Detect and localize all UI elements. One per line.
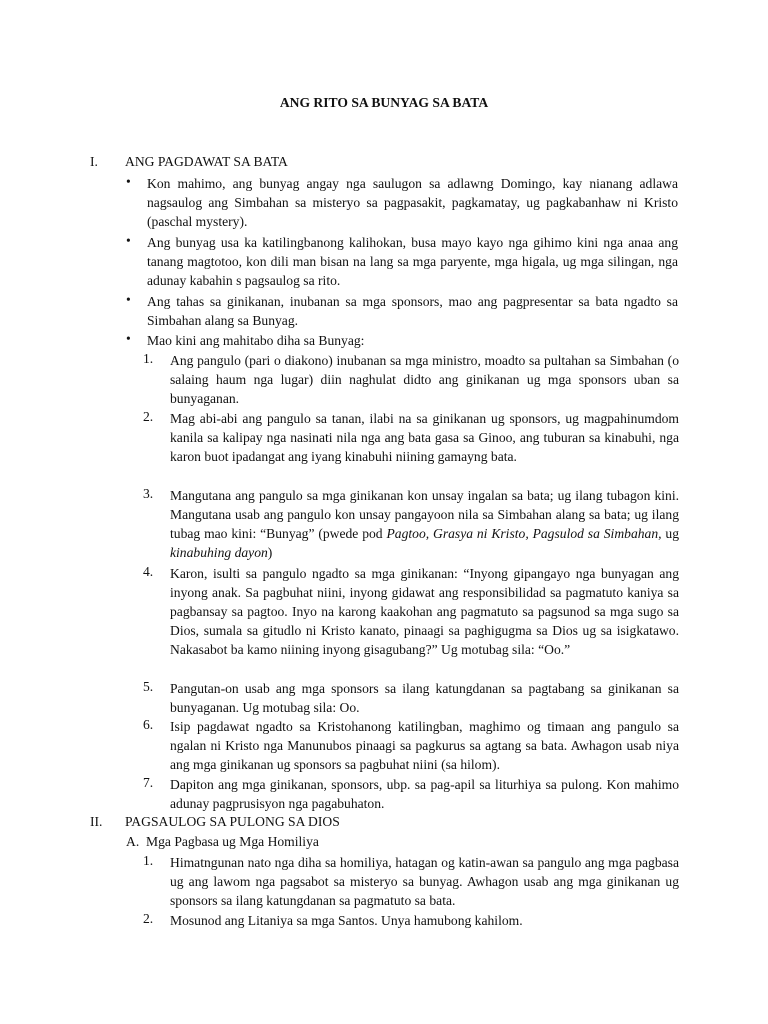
- section-title: PAGSAULOG SA PULONG SA DIOS: [125, 814, 340, 829]
- item-text: Pangutan-on usab ang mga sponsors sa ilang katungdanan sa pagtabang sa ginikanan sa bunyaganan. Ug motubag sila: Oo.: [170, 681, 679, 715]
- item-text: Ang pangulo (pari o diakono) inubanan sa mga ministro, moadto sa pultahan sa Simbahan (o salaing haum nga lugar) diin naghulat didto ang ginikanan ug mga sponsors uban sa bunyaganan.: [170, 353, 679, 406]
- section-numeral: II.: [90, 814, 103, 829]
- item-text-part: Mangutana ang pangulo sa mga ginikanan kon unsay ingalan sa bata; ug ilang tubagon kini. Mangutana usab ang pangulo kon unsay pangayoon nila sa Simbahan alang sa bata; ug ilang tubag mao kini: “Bunyag” (pwede pod: [170, 488, 679, 541]
- bullet-icon: •: [126, 233, 131, 248]
- item-text-italic: kinabuhing dayon: [170, 545, 268, 560]
- bullet-icon: •: [126, 331, 131, 346]
- subsection-letter: A.: [126, 834, 140, 849]
- subsection-title: Mga Pagbasa ug Mga Homiliya: [146, 834, 319, 849]
- item-number: 2.: [143, 409, 154, 424]
- item-number: 4.: [143, 564, 154, 579]
- item-number: 5.: [143, 679, 154, 694]
- section-title: ANG PAGDAWAT SA BATA: [125, 154, 288, 169]
- bullet-text: Mao kini ang mahitabo diha sa Bunyag:: [147, 333, 365, 348]
- bullet-text: Ang tahas sa ginikanan, inubanan sa mga sponsors, mao ang pagpresentar sa bata ngadto sa Simbahan alang sa Bunyag.: [147, 294, 678, 328]
- item-text-part: ug: [661, 526, 679, 541]
- bullet-icon: •: [126, 292, 131, 307]
- item-text: Dapiton ang mga ginikanan, sponsors, ubp. sa pag-apil sa liturhiya sa pulong. Kon mahimo adunay pagprusisyon nga pagabuhaton.: [170, 777, 679, 811]
- item-number: 2.: [143, 911, 154, 926]
- item-text: Mosunod ang Litaniya sa mga Santos. Unya hamubong kahilom.: [170, 913, 523, 928]
- section-numeral: I.: [90, 154, 98, 169]
- item-text: Karon, isulti sa pangulo ngadto sa mga ginikanan: “Inyong gipangayo nga bunyagan ang inyong anak. Sa pagbuhat niini, inyong gidawat ang responsibilidad sa pagmatuto kaniya sa pagbansay sa pagtoo. Inyo na karong kaakohan ang pagmatuto sa pagsunod sa mga sugo sa Dios, sumala sa gitudlo ni Kristo kanato, pinaagi sa paghigugma sa Dios ug sa isigkatawo. Nakasabot ba kamo niining inyong gisagubang?” Ug motubag sila: “Oo.”: [170, 566, 679, 657]
- item-number: 1.: [143, 853, 154, 868]
- bullet-icon: •: [126, 174, 131, 189]
- item-text: Isip pagdawat ngadto sa Kristohanong katilingban, maghimo og timaan ang pangulo sa ngalan ni Kristo nga Manunubos pinaagi sa pagkurus sa agtang sa bata. Awhagon usab niya ang mga ginikanan ug sponsors sa pagbuhat niini (sa hilom).: [170, 719, 679, 772]
- document-title: ANG RITO SA BUNYAG SA BATA: [279, 95, 489, 110]
- item-text: Himatngunan nato nga diha sa homiliya, hatagan og katin-awan sa pangulo ang mga pagbasa ug ang lawom nga pagsabot sa misteryo sa bunyag. Awhagon usab ang mga ginikanan ug sponsors sa ilang katungdanan sa pagmatuto sa bata.: [170, 855, 679, 908]
- item-text: [170, 486, 679, 562]
- item-text-italic: Pagtoo, Grasya ni Kristo, Pagsulod sa Simbahan,: [386, 526, 662, 541]
- item-text-part: ): [267, 545, 273, 560]
- bullet-text: Ang bunyag usa ka katilingbanong kalihokan, busa mayo kayo nga gihimo kini nga anaa ang tanang magtotoo, kon dili man bisan na lang sa mga paryente, mga higala, ug mga silingan, nga adunay kabahin s pagsaulog sa rito.: [147, 235, 678, 288]
- item-number: 1.: [143, 351, 154, 366]
- item-number: 7.: [143, 775, 154, 790]
- item-text: Mag abi-abi ang pangulo sa tanan, ilabi na sa ginikanan ug sponsors, ug magpahinumdom kanila sa kalipay nga nasinati nila nga ang bata gasa sa Ginoo, ang tuburan sa kinabuhi, nga karon buot ipadangat ang iyang kinabuhi niining gamayng bata.: [170, 411, 679, 464]
- item-number: 6.: [143, 717, 154, 732]
- bullet-text: Kon mahimo, ang bunyag angay nga saulugon sa adlawng Domingo, kay nianang adlawa nagsaulog ang Simbahan sa misteryo sa pagpasakit, pagkamatay, ug pagkabanhaw ni Kristo (paschal mystery).: [147, 176, 678, 229]
- item-number: 3.: [143, 486, 154, 501]
